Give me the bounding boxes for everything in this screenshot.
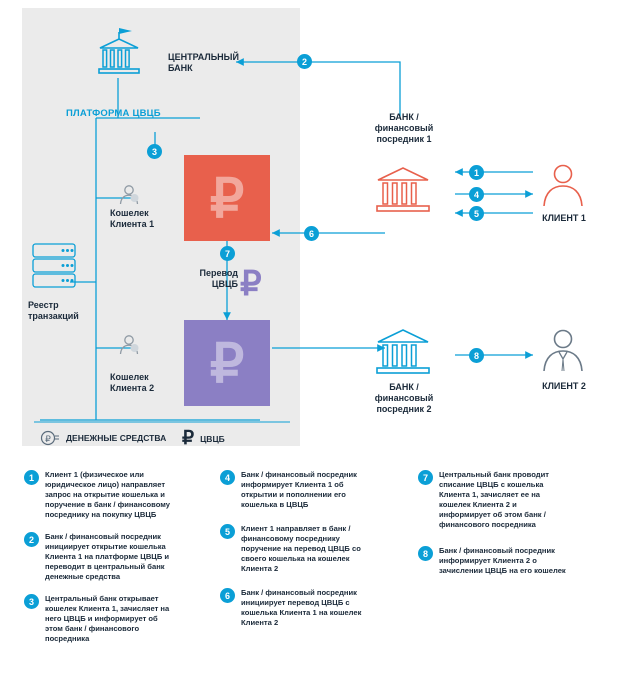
central-bank-label: ЦЕНТРАЛЬНЫЙ БАНК (168, 52, 239, 73)
client1-label: КЛИЕНТ 1 (542, 213, 586, 223)
bank2-icon (372, 322, 434, 378)
caption-badge-4: 4 (220, 470, 235, 485)
legend-money-label: ДЕНЕЖНЫЕ СРЕДСТВА (66, 433, 167, 443)
ruble-symbol-icon: ₽ (209, 333, 245, 394)
caption-badge-8: 8 (418, 546, 433, 561)
transfer-ruble-icon: ₽ (240, 266, 262, 303)
arrow-badge-7: 7 (220, 246, 235, 261)
wallet1-label: Кошелек Клиента 1 (110, 208, 155, 229)
client2-label: КЛИЕНТ 2 (542, 381, 586, 391)
wallet1-person-icon (116, 182, 142, 208)
central-bank-icon (94, 26, 144, 78)
caption-7 (418, 470, 567, 530)
caption-6 (220, 588, 369, 628)
caption-badge-5: 5 (220, 524, 235, 539)
caption-badge-7: 7 (418, 470, 433, 485)
caption-text-4: Банк / финансовый посредник информирует Клиента 1 об открытии и пополнении его кошелька в ЦВЦБ (241, 470, 357, 510)
caption-badge-6: 6 (220, 588, 235, 603)
caption-text-7: Центральный банк проводит списание ЦВЦБ с кошелька Клиента 1, зачисляет ее на кошелек Клиента 2 и информирует об этом банк / финансового посредника (439, 470, 549, 530)
ruble-symbol-icon: ₽ (209, 168, 245, 229)
caption-text-1: Клиент 1 (физическое или юридическое лицо) направляет запрос на открытие кошелька и поручение в банк / финансовому посреднику на покупку ЦВЦБ (45, 470, 171, 520)
wallet2-cbdc-square (184, 320, 270, 406)
client1-icon (537, 160, 589, 212)
legend-cbdc (182, 429, 225, 448)
caption-text-2: Банк / финансовый посредник инициирует открытие кошелька Клиента 1 на платформе ЦВЦБ и переводит в центральный банк денежные средства (45, 532, 170, 582)
transaction-registry-label: Реестр транзакций (28, 300, 79, 321)
wallet1-cbdc-square (184, 155, 270, 241)
client2-icon (537, 325, 589, 377)
caption-badge-2: 2 (24, 532, 39, 547)
svg-text:₽: ₽ (45, 434, 51, 444)
caption-text-6: Банк / финансовый посредник инициирует перевод ЦВЦБ с кошелька Клиента 1 на кошелек Клиента 2 (241, 588, 362, 628)
caption-badge-1: 1 (24, 470, 39, 485)
transfer-label: Перевод ЦВЦБ (199, 268, 238, 289)
wallet2-person-icon (116, 332, 142, 358)
caption-4 (220, 470, 369, 510)
caption-3 (24, 594, 173, 644)
arrow-badge-2: 2 (297, 54, 312, 69)
legend-money (40, 430, 166, 446)
wallet2-label: Кошелек Клиента 2 (110, 372, 155, 393)
caption-text-8: Банк / финансовый посредник информирует Клиента 2 о зачислении ЦВЦБ на его кошелек (439, 546, 566, 576)
arrow-badge-3: 3 (147, 144, 162, 159)
caption-text-3: Центральный банк открывает кошелек Клиента 1, зачисляет на него ЦВЦБ и информирует об этом банк / финансового посредника (45, 594, 170, 644)
ruble-symbol-icon: ₽ (182, 428, 195, 449)
caption-badge-3: 3 (24, 594, 39, 609)
arrow-badge-1: 1 (469, 165, 484, 180)
caption-8 (418, 546, 567, 576)
bank2-label: БАНК / финансовый посредник 2 (374, 382, 434, 414)
caption-2 (24, 532, 173, 582)
caption-5 (220, 524, 369, 574)
caption-1 (24, 470, 173, 520)
bank1-icon (372, 160, 434, 216)
arrow-badge-8: 8 (469, 348, 484, 363)
caption-text-5: Клиент 1 направляет в банк / финансовому посреднику поручение на перевод ЦВЦБ со своего кошелька на кошелек Клиента 2 (241, 524, 361, 574)
ruble-coin-icon (40, 430, 60, 446)
bank1-label: БАНК / финансовый посредник 1 (374, 112, 434, 144)
legend-cbdc-label: ЦВЦБ (200, 433, 225, 444)
arrow-badge-6: 6 (304, 226, 319, 241)
arrow-badge-5: 5 (469, 206, 484, 221)
transaction-registry-icon (30, 240, 82, 300)
platform-label: ПЛАТФОРМА ЦВЦБ (66, 108, 161, 119)
arrow-badge-4: 4 (469, 187, 484, 202)
